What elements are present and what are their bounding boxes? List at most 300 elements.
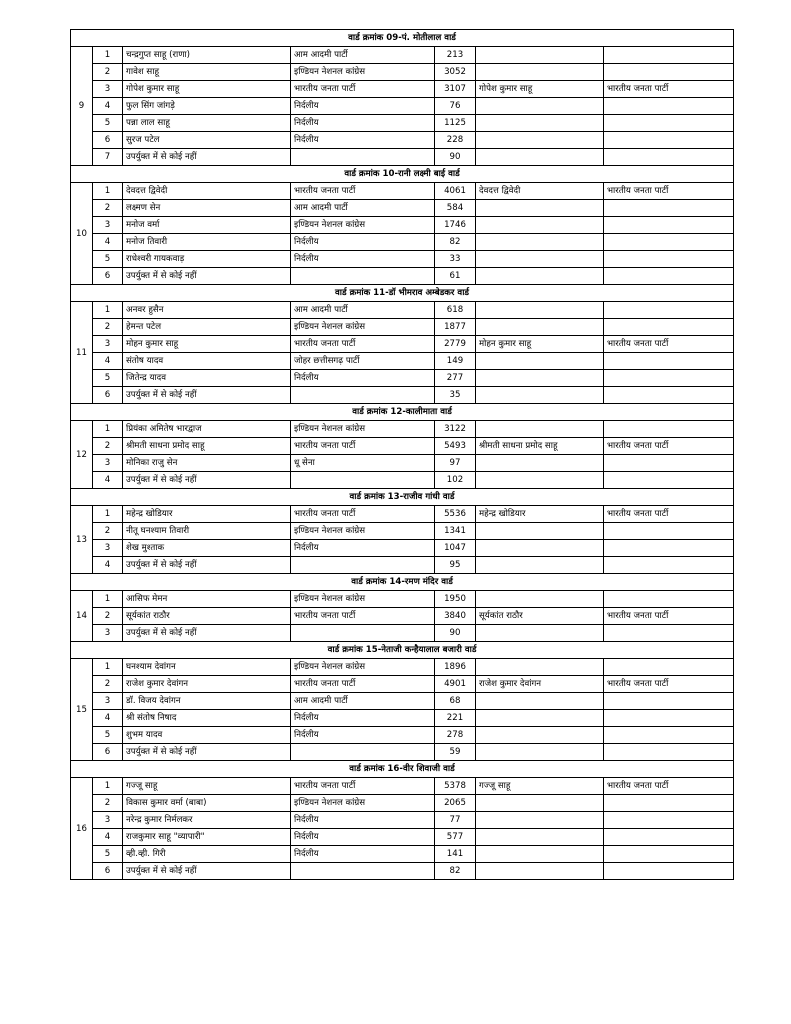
votes-count: 149 — [435, 353, 476, 370]
winner-name — [476, 115, 604, 132]
winner-name — [476, 234, 604, 251]
candidate-row — [71, 81, 734, 98]
serial-number: 2 — [93, 438, 123, 455]
candidate-name: गोपेश कुमार साहू — [123, 81, 291, 98]
candidate-row — [71, 693, 734, 710]
winner-name — [476, 353, 604, 370]
winner-party — [604, 200, 734, 217]
votes-count: 1746 — [435, 217, 476, 234]
votes-count: 61 — [435, 268, 476, 285]
candidate-party: इण्डियन नेशनल कांग्रेस — [291, 523, 435, 540]
votes-count: 77 — [435, 812, 476, 829]
winner-party — [604, 234, 734, 251]
candidate-row — [71, 727, 734, 744]
votes-count: 4901 — [435, 676, 476, 693]
candidate-name: राधेश्वरी गायकवाड़ — [123, 251, 291, 268]
winner-party — [604, 302, 734, 319]
winner-name — [476, 744, 604, 761]
winner-party — [604, 387, 734, 404]
ward-number: 13 — [71, 506, 93, 574]
candidate-row — [71, 540, 734, 557]
winner-party — [604, 710, 734, 727]
winner-name — [476, 47, 604, 64]
serial-number: 2 — [93, 523, 123, 540]
candidate-row — [71, 64, 734, 81]
candidate-name: लक्ष्मण सेन — [123, 200, 291, 217]
votes-count: 33 — [435, 251, 476, 268]
votes-count: 141 — [435, 846, 476, 863]
candidate-party: निर्दलीय — [291, 829, 435, 846]
ward-heading-row — [71, 166, 734, 183]
winner-party — [604, 557, 734, 574]
candidate-party: इण्डियन नेशनल कांग्रेस — [291, 319, 435, 336]
winner-name — [476, 829, 604, 846]
votes-count: 1877 — [435, 319, 476, 336]
winner-name: गोपेश कुमार साहू — [476, 81, 604, 98]
candidate-row — [71, 795, 734, 812]
candidate-name: शेख मुश्ताक — [123, 540, 291, 557]
candidate-party — [291, 557, 435, 574]
candidate-party: निर्दलीय — [291, 251, 435, 268]
ward-heading: वार्ड क्रमांक 10-रानी लक्ष्मी बाई वार्ड — [71, 166, 734, 183]
ward-number: 12 — [71, 421, 93, 489]
candidate-name: जितेन्द्र यादव — [123, 370, 291, 387]
candidate-row — [71, 438, 734, 455]
winner-party: भारतीय जनता पार्टी — [604, 778, 734, 795]
winner-party — [604, 251, 734, 268]
votes-count: 97 — [435, 455, 476, 472]
candidate-row — [71, 132, 734, 149]
winner-party — [604, 421, 734, 438]
ward-heading-row — [71, 574, 734, 591]
candidate-row — [71, 149, 734, 166]
serial-number: 3 — [93, 693, 123, 710]
votes-count: 228 — [435, 132, 476, 149]
winner-party: भारतीय जनता पार्टी — [604, 438, 734, 455]
candidate-party: भारतीय जनता पार्टी — [291, 81, 435, 98]
winner-name — [476, 846, 604, 863]
serial-number: 6 — [93, 863, 123, 880]
candidate-party: भारतीय जनता पार्टी — [291, 676, 435, 693]
winner-party — [604, 98, 734, 115]
candidate-row — [71, 472, 734, 489]
winner-name: महेन्द्र खोडियार — [476, 506, 604, 523]
candidate-name: राजकुमार साहू "व्यापारी" — [123, 829, 291, 846]
candidate-name: राजेश कुमार देवांगन — [123, 676, 291, 693]
serial-number: 3 — [93, 217, 123, 234]
winner-party — [604, 319, 734, 336]
winner-party — [604, 217, 734, 234]
serial-number: 5 — [93, 846, 123, 863]
candidate-party: इण्डियन नेशनल कांग्रेस — [291, 659, 435, 676]
candidate-name: नीतू घनश्याम तिवारी — [123, 523, 291, 540]
candidate-name: उपर्युक्त में से कोई नहीं — [123, 149, 291, 166]
candidate-party: भारतीय जनता पार्टी — [291, 506, 435, 523]
candidate-party: आम आदमी पार्टी — [291, 200, 435, 217]
votes-count: 278 — [435, 727, 476, 744]
candidate-name: गज्जू साहू — [123, 778, 291, 795]
candidate-row — [71, 863, 734, 880]
candidate-name: गावेश साहू — [123, 64, 291, 81]
votes-count: 5536 — [435, 506, 476, 523]
serial-number: 2 — [93, 64, 123, 81]
winner-name — [476, 387, 604, 404]
votes-count: 82 — [435, 863, 476, 880]
winner-name: श्रीमती साधना प्रमोद साहू — [476, 438, 604, 455]
winner-name — [476, 727, 604, 744]
candidate-party: भारतीय जनता पार्टी — [291, 336, 435, 353]
winner-name — [476, 710, 604, 727]
winner-name — [476, 625, 604, 642]
candidate-party — [291, 744, 435, 761]
winner-name — [476, 540, 604, 557]
candidate-party: इण्डियन नेशनल कांग्रेस — [291, 591, 435, 608]
winner-party — [604, 659, 734, 676]
winner-name — [476, 319, 604, 336]
candidate-party: भारतीय जनता पार्टी — [291, 183, 435, 200]
winner-party — [604, 591, 734, 608]
votes-count: 5378 — [435, 778, 476, 795]
candidate-row — [71, 47, 734, 64]
candidate-row — [71, 846, 734, 863]
winner-party — [604, 455, 734, 472]
serial-number: 1 — [93, 47, 123, 64]
candidate-party: इण्डियन नेशनल कांग्रेस — [291, 421, 435, 438]
candidate-name: उपर्युक्त में से कोई नहीं — [123, 744, 291, 761]
serial-number: 2 — [93, 676, 123, 693]
serial-number: 4 — [93, 829, 123, 846]
candidate-row — [71, 319, 734, 336]
serial-number: 5 — [93, 727, 123, 744]
winner-party — [604, 693, 734, 710]
candidate-name: देवदत्त द्विवेदी — [123, 183, 291, 200]
winner-name — [476, 523, 604, 540]
candidate-row — [71, 98, 734, 115]
candidate-name: डॉ. विजय देवांगन — [123, 693, 291, 710]
votes-count: 2065 — [435, 795, 476, 812]
candidate-party: निर्दलीय — [291, 132, 435, 149]
votes-count: 35 — [435, 387, 476, 404]
candidate-name: अनवर हुसैन — [123, 302, 291, 319]
candidate-row — [71, 812, 734, 829]
candidate-name: श्रीमती साधना प्रमोद साहू — [123, 438, 291, 455]
votes-count: 102 — [435, 472, 476, 489]
ward-heading: वार्ड क्रमांक 12-कालीमाता वार्ड — [71, 404, 734, 421]
winner-name — [476, 421, 604, 438]
winner-party — [604, 727, 734, 744]
candidate-name: विकास कुमार वर्मा (बाबा) — [123, 795, 291, 812]
candidate-row — [71, 506, 734, 523]
candidate-name: चन्द्रगुप्त साहू (राणा) — [123, 47, 291, 64]
candidate-party: इण्डियन नेशनल कांग्रेस — [291, 64, 435, 81]
candidate-row — [71, 608, 734, 625]
ward-number: 14 — [71, 591, 93, 642]
candidate-row — [71, 625, 734, 642]
candidate-party: निर्दलीय — [291, 846, 435, 863]
serial-number: 2 — [93, 319, 123, 336]
serial-number: 6 — [93, 387, 123, 404]
votes-count: 277 — [435, 370, 476, 387]
candidate-name: संतोष यादव — [123, 353, 291, 370]
winner-party — [604, 132, 734, 149]
ward-heading-row — [71, 489, 734, 506]
serial-number: 6 — [93, 268, 123, 285]
candidate-row — [71, 302, 734, 319]
candidate-party: आम आदमी पार्टी — [291, 302, 435, 319]
winner-party — [604, 863, 734, 880]
serial-number: 5 — [93, 251, 123, 268]
candidate-name: महेन्द्र खोडियार — [123, 506, 291, 523]
candidate-party: इण्डियन नेशनल कांग्रेस — [291, 217, 435, 234]
candidate-party: भारतीय जनता पार्टी — [291, 608, 435, 625]
candidate-name: शुभम यादव — [123, 727, 291, 744]
winner-party — [604, 353, 734, 370]
candidate-party — [291, 863, 435, 880]
ward-number: 15 — [71, 659, 93, 761]
winner-name: सूर्यकांत राठौर — [476, 608, 604, 625]
winner-party — [604, 846, 734, 863]
votes-count: 2779 — [435, 336, 476, 353]
candidate-party: निर्दलीय — [291, 234, 435, 251]
votes-count: 1896 — [435, 659, 476, 676]
votes-count: 584 — [435, 200, 476, 217]
winner-name — [476, 64, 604, 81]
votes-count: 1125 — [435, 115, 476, 132]
winner-name — [476, 863, 604, 880]
candidate-name: नरेन्द्र कुमार निर्मलकर — [123, 812, 291, 829]
winner-party — [604, 540, 734, 557]
serial-number: 3 — [93, 336, 123, 353]
candidate-row — [71, 370, 734, 387]
votes-count: 618 — [435, 302, 476, 319]
winner-name — [476, 812, 604, 829]
votes-count: 577 — [435, 829, 476, 846]
candidate-party: आम आदमी पार्टी — [291, 693, 435, 710]
votes-count: 82 — [435, 234, 476, 251]
ward-heading: वार्ड क्रमांक 09-पं. मोतीलाल वार्ड — [71, 30, 734, 47]
candidate-party: धू सेना — [291, 455, 435, 472]
serial-number: 4 — [93, 710, 123, 727]
serial-number: 4 — [93, 472, 123, 489]
serial-number: 1 — [93, 506, 123, 523]
winner-party: भारतीय जनता पार्टी — [604, 81, 734, 98]
serial-number: 6 — [93, 744, 123, 761]
candidate-name: हेमन्त पटेल — [123, 319, 291, 336]
candidate-row — [71, 115, 734, 132]
candidate-row — [71, 744, 734, 761]
candidate-row — [71, 455, 734, 472]
votes-count: 4061 — [435, 183, 476, 200]
candidate-name: घनश्याम देवांगन — [123, 659, 291, 676]
candidate-party: जोहर छत्तीसगढ़ पार्टी — [291, 353, 435, 370]
votes-count: 3840 — [435, 608, 476, 625]
ward-heading-row — [71, 642, 734, 659]
winner-name — [476, 149, 604, 166]
serial-number: 3 — [93, 540, 123, 557]
winner-name — [476, 659, 604, 676]
candidate-party — [291, 625, 435, 642]
candidate-party: इण्डियन नेशनल कांग्रेस — [291, 795, 435, 812]
winner-party — [604, 149, 734, 166]
candidate-name: मनोज तिवारी — [123, 234, 291, 251]
candidate-name: उपर्युक्त में से कोई नहीं — [123, 268, 291, 285]
ward-number: 11 — [71, 302, 93, 404]
winner-party — [604, 472, 734, 489]
winner-name — [476, 98, 604, 115]
candidate-party: निर्दलीय — [291, 727, 435, 744]
ward-heading: वार्ड क्रमांक 13-राजीव गांधी वार्ड — [71, 489, 734, 506]
serial-number: 1 — [93, 659, 123, 676]
candidate-row — [71, 234, 734, 251]
votes-count: 95 — [435, 557, 476, 574]
ward-heading: वार्ड क्रमांक 11-डॉ भीमराव अम्बेडकर वार्ड — [71, 285, 734, 302]
winner-party: भारतीय जनता पार्टी — [604, 506, 734, 523]
serial-number: 3 — [93, 625, 123, 642]
votes-count: 5493 — [435, 438, 476, 455]
candidate-party — [291, 472, 435, 489]
serial-number: 3 — [93, 81, 123, 98]
winner-party — [604, 64, 734, 81]
serial-number: 4 — [93, 234, 123, 251]
winner-party — [604, 268, 734, 285]
serial-number: 4 — [93, 98, 123, 115]
votes-count: 3052 — [435, 64, 476, 81]
serial-number: 1 — [93, 183, 123, 200]
candidate-row — [71, 710, 734, 727]
ward-number: 10 — [71, 183, 93, 285]
candidate-party: भारतीय जनता पार्टी — [291, 438, 435, 455]
candidate-name: सुरज पटेल — [123, 132, 291, 149]
winner-party — [604, 523, 734, 540]
candidate-name: प्रियंका अमितेष भारद्वाज — [123, 421, 291, 438]
winner-name — [476, 591, 604, 608]
candidate-row — [71, 557, 734, 574]
candidate-row — [71, 200, 734, 217]
winner-name — [476, 370, 604, 387]
votes-count: 68 — [435, 693, 476, 710]
winner-name — [476, 455, 604, 472]
serial-number: 1 — [93, 302, 123, 319]
serial-number: 1 — [93, 421, 123, 438]
election-results-table — [70, 29, 734, 880]
ward-heading-row — [71, 30, 734, 47]
winner-name — [476, 268, 604, 285]
candidate-name: व्ही.व्ही. गिरी — [123, 846, 291, 863]
ward-heading-row — [71, 761, 734, 778]
candidate-row — [71, 778, 734, 795]
candidate-name: मोहन कुमार साहू — [123, 336, 291, 353]
winner-party — [604, 744, 734, 761]
votes-count: 221 — [435, 710, 476, 727]
winner-name — [476, 795, 604, 812]
candidate-party: भारतीय जनता पार्टी — [291, 778, 435, 795]
votes-count: 1047 — [435, 540, 476, 557]
ward-number: 9 — [71, 47, 93, 166]
winner-party — [604, 370, 734, 387]
winner-name — [476, 217, 604, 234]
ward-number: 16 — [71, 778, 93, 880]
winner-party: भारतीय जनता पार्टी — [604, 608, 734, 625]
serial-number: 4 — [93, 353, 123, 370]
candidate-party — [291, 387, 435, 404]
candidate-party: आम आदमी पार्टी — [291, 47, 435, 64]
winner-name: गज्जू साहू — [476, 778, 604, 795]
serial-number: 5 — [93, 115, 123, 132]
serial-number: 1 — [93, 591, 123, 608]
candidate-name: उपर्युक्त में से कोई नहीं — [123, 863, 291, 880]
votes-count: 90 — [435, 625, 476, 642]
winner-party — [604, 812, 734, 829]
candidate-row — [71, 523, 734, 540]
serial-number: 2 — [93, 200, 123, 217]
candidate-name: सूर्यकांत राठौर — [123, 608, 291, 625]
candidate-party: निर्दलीय — [291, 540, 435, 557]
serial-number: 4 — [93, 557, 123, 574]
winner-party — [604, 829, 734, 846]
candidate-row — [71, 591, 734, 608]
serial-number: 2 — [93, 795, 123, 812]
winner-party — [604, 115, 734, 132]
votes-count: 1950 — [435, 591, 476, 608]
votes-count: 1341 — [435, 523, 476, 540]
winner-name — [476, 472, 604, 489]
serial-number: 7 — [93, 149, 123, 166]
candidate-row — [71, 353, 734, 370]
candidate-party: निर्दलीय — [291, 370, 435, 387]
winner-name — [476, 693, 604, 710]
ward-heading-row — [71, 285, 734, 302]
winner-name: देवदत्त द्विवेदी — [476, 183, 604, 200]
candidate-row — [71, 387, 734, 404]
winner-name: राजेश कुमार देवांगन — [476, 676, 604, 693]
candidate-row — [71, 421, 734, 438]
winner-party: भारतीय जनता पार्टी — [604, 336, 734, 353]
candidate-name: उपर्युक्त में से कोई नहीं — [123, 472, 291, 489]
candidate-row — [71, 659, 734, 676]
candidate-party: निर्दलीय — [291, 710, 435, 727]
winner-name — [476, 200, 604, 217]
ward-heading: वार्ड क्रमांक 14-रमण मंदिर वार्ड — [71, 574, 734, 591]
serial-number: 1 — [93, 778, 123, 795]
candidate-row — [71, 268, 734, 285]
candidate-name: उपर्युक्त में से कोई नहीं — [123, 625, 291, 642]
votes-count: 3107 — [435, 81, 476, 98]
votes-count: 213 — [435, 47, 476, 64]
candidate-party: निर्दलीय — [291, 812, 435, 829]
candidate-name: मनोज वर्मा — [123, 217, 291, 234]
serial-number: 3 — [93, 455, 123, 472]
ward-heading-row — [71, 404, 734, 421]
serial-number: 3 — [93, 812, 123, 829]
candidate-name: उपर्युक्त में से कोई नहीं — [123, 387, 291, 404]
candidate-name: आसिफ मेमन — [123, 591, 291, 608]
candidate-row — [71, 336, 734, 353]
votes-count: 3122 — [435, 421, 476, 438]
serial-number: 5 — [93, 370, 123, 387]
candidate-party: निर्दलीय — [291, 98, 435, 115]
candidate-name: श्री संतोष निषाद — [123, 710, 291, 727]
winner-name — [476, 302, 604, 319]
winner-party: भारतीय जनता पार्टी — [604, 183, 734, 200]
candidate-name: फुल सिंग जांगड़े — [123, 98, 291, 115]
serial-number: 2 — [93, 608, 123, 625]
ward-heading: वार्ड क्रमांक 15-नेताजी कन्हैयालाल बजारी वार्ड — [71, 642, 734, 659]
candidate-name: पन्ना लाल साहू — [123, 115, 291, 132]
votes-count: 90 — [435, 149, 476, 166]
candidate-party — [291, 149, 435, 166]
winner-name — [476, 251, 604, 268]
winner-name — [476, 132, 604, 149]
